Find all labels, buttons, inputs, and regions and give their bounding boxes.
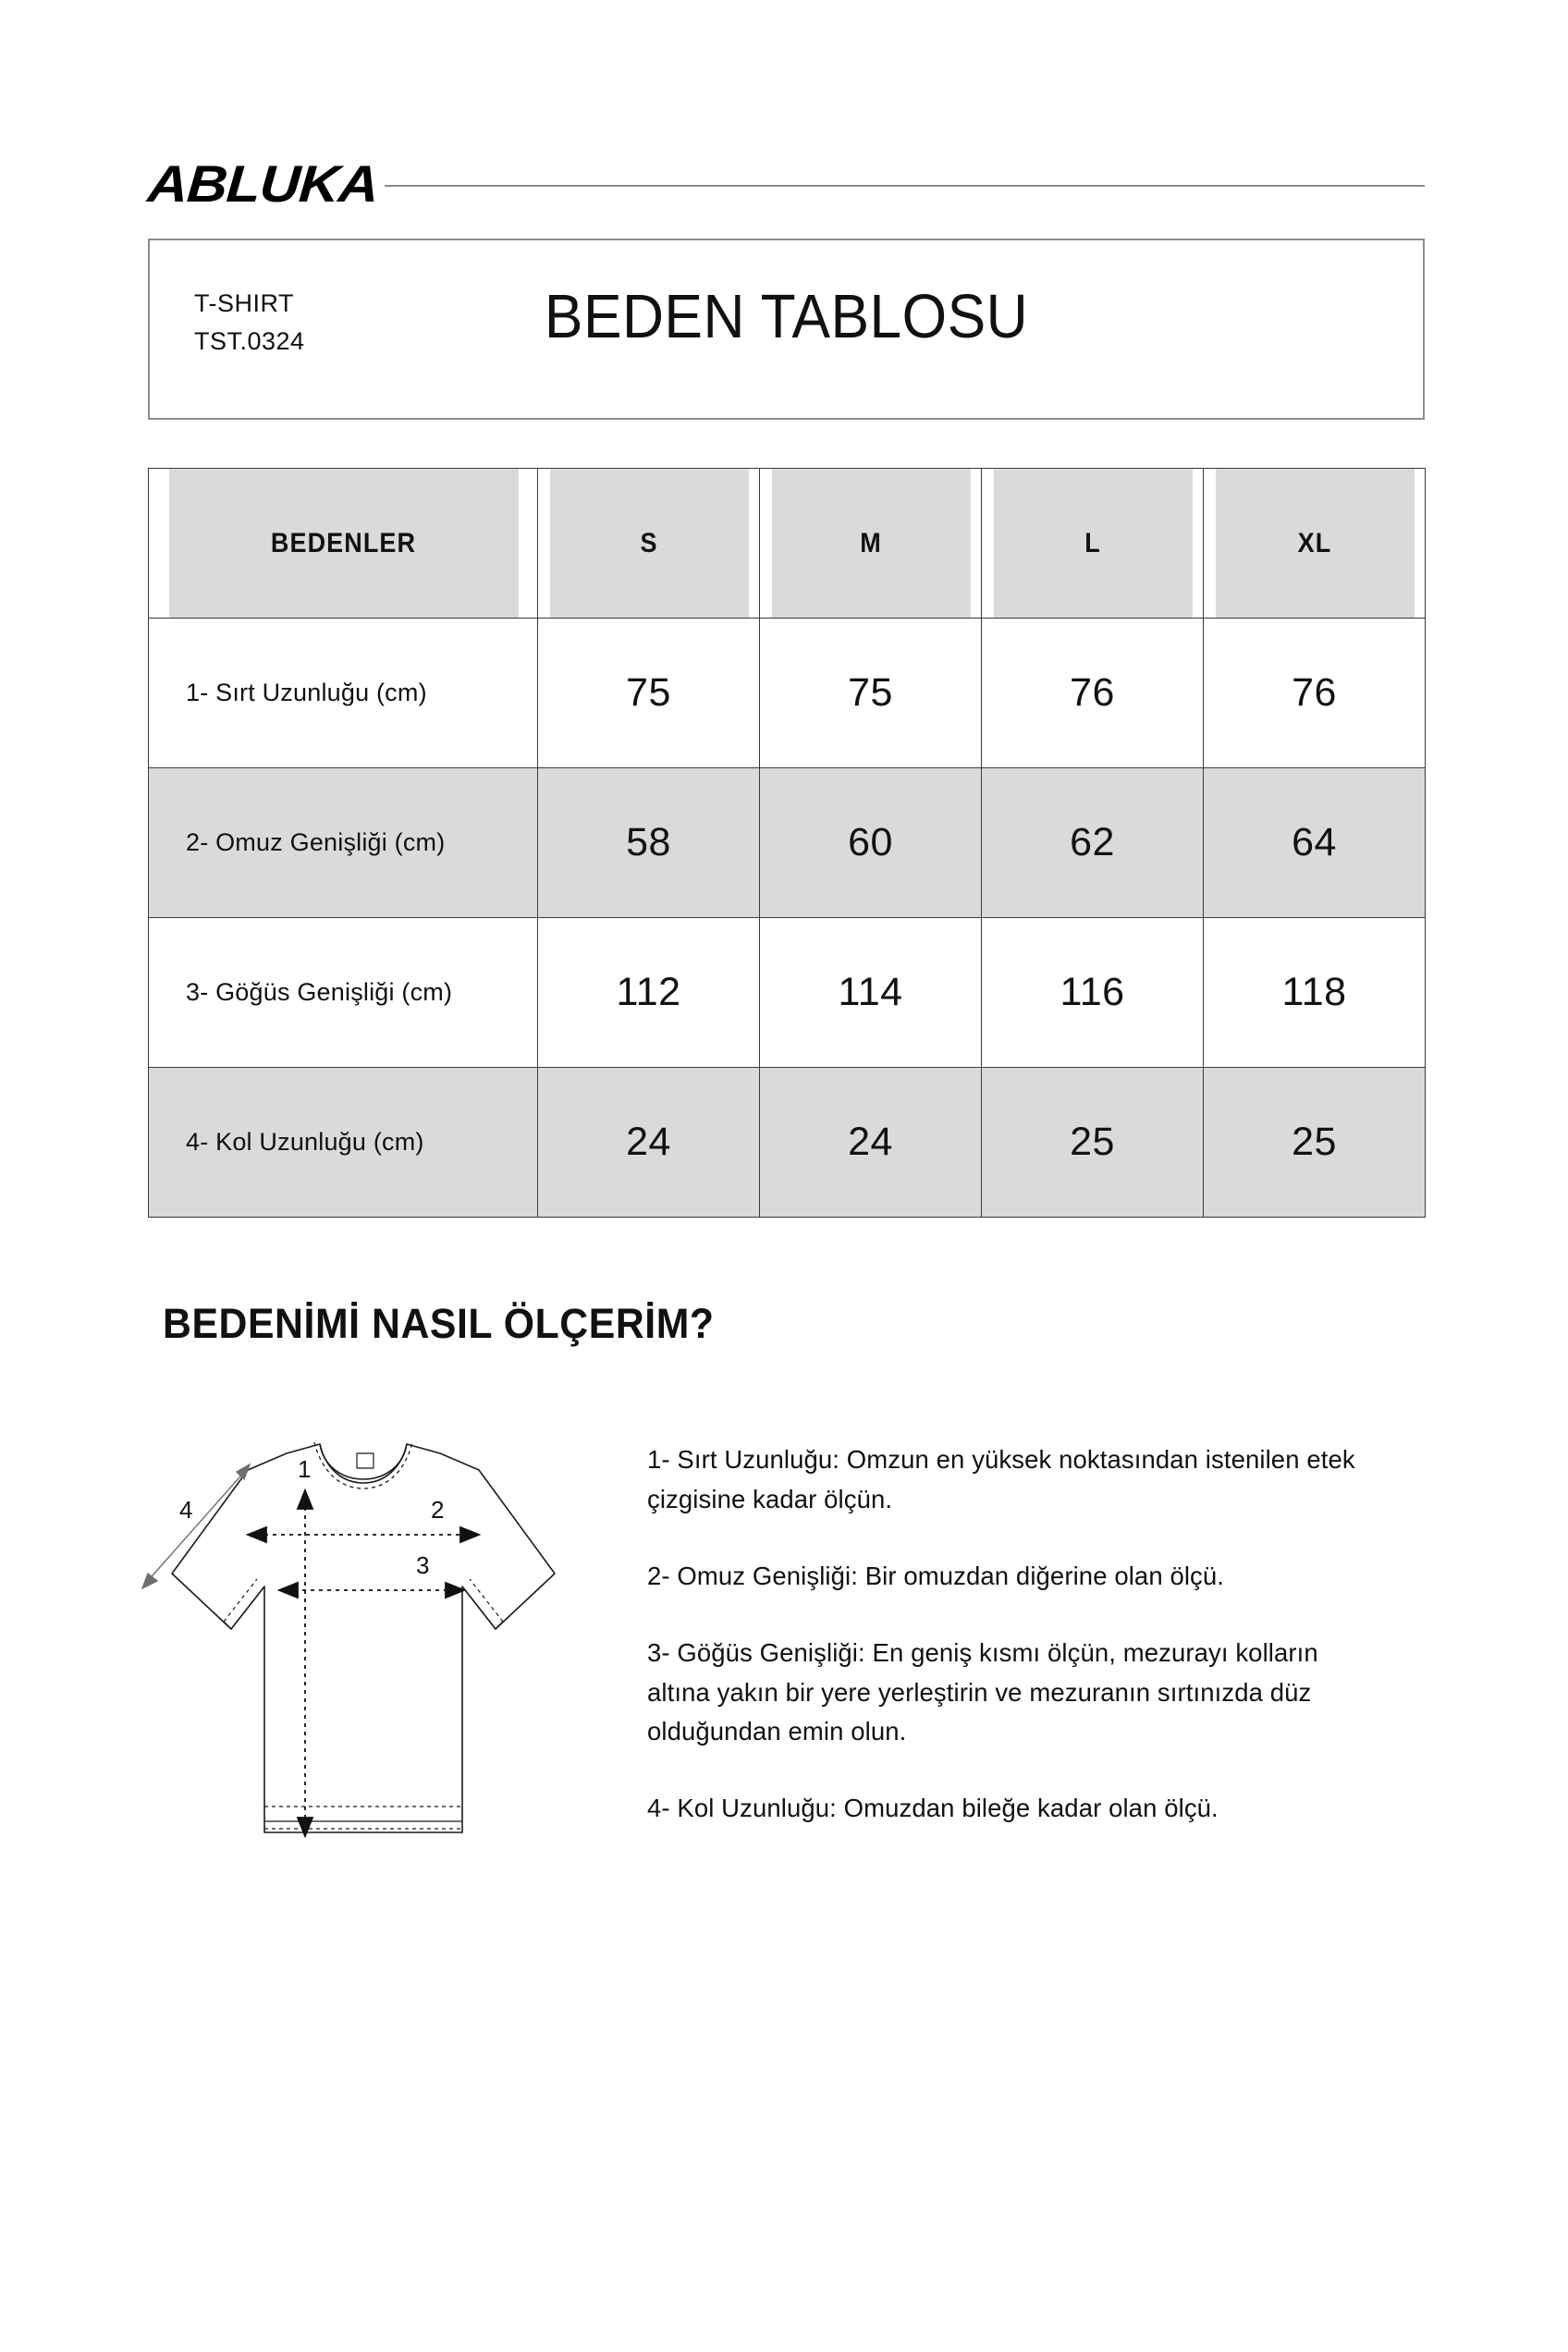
measurement-instructions (647, 1440, 1387, 1829)
row-label: 4- Kol Uzunluğu (cm) (149, 1068, 538, 1218)
cell-value: 24 (760, 1068, 982, 1218)
cell-value: 75 (760, 619, 982, 768)
size-table-body (149, 619, 1426, 1218)
diagram-marker-4: 4 (179, 1496, 193, 1524)
cell-value: 114 (760, 918, 982, 1068)
header-divider-rule (385, 185, 1425, 187)
diagram-marker-2: 2 (431, 1496, 445, 1524)
column-header-l: L (993, 469, 1193, 619)
product-type: T-SHIRT (194, 289, 295, 317)
product-code: TST.0324 (194, 327, 305, 356)
size-table (148, 468, 1426, 1218)
cell-value: 118 (1204, 918, 1426, 1068)
row-label: 1- Sırt Uzunluğu (cm) (149, 619, 538, 768)
table-row (149, 768, 1426, 918)
size-table-head (149, 469, 1426, 619)
cell-value: 24 (538, 1068, 760, 1218)
instruction-chest-width: 3- Göğüs Genişliği: En geniş kısmı ölçün, mezurayı kolların altına yakın bir yere yerleştirin ve mezuranın sırtınızda düz olduğundan emin olun. (647, 1637, 1318, 1746)
cell-value: 75 (538, 619, 760, 768)
column-header-m: M (771, 469, 971, 619)
column-header-measurements: BEDENLER (168, 469, 519, 619)
column-header-xl: XL (1215, 469, 1415, 619)
instruction-sleeve-length: 4- Kol Uzunluğu: Omuzdan bileğe kadar olan ölçü. (647, 1794, 1219, 1823)
brand-row (145, 154, 1425, 213)
cell-value: 25 (982, 1068, 1204, 1218)
cell-value: 58 (538, 768, 760, 918)
cell-value: 116 (982, 918, 1204, 1068)
row-label: 2- Omuz Genişliği (cm) (149, 768, 538, 918)
cell-value: 62 (982, 768, 1204, 918)
instruction-back-length: 1- Sırt Uzunluğu: Omzun en yüksek noktasından istenilen etek çizgisine kadar ölçün. (647, 1445, 1355, 1513)
tshirt-measurement-diagram (139, 1415, 601, 1877)
table-row (149, 619, 1426, 768)
header-box (148, 239, 1425, 420)
cell-value: 60 (760, 768, 982, 918)
table-row (149, 918, 1426, 1068)
diagram-marker-3: 3 (416, 1551, 430, 1579)
abluka-logo: ABLUKA (145, 154, 381, 213)
column-header-s: S (549, 469, 749, 619)
diagram-marker-1: 1 (298, 1455, 312, 1483)
page-title: BEDEN TABLOSU (544, 282, 1029, 351)
cell-value: 64 (1204, 768, 1426, 918)
table-header-row (149, 469, 1426, 619)
row-label: 3- Göğüs Genişliği (cm) (149, 918, 538, 1068)
cell-value: 25 (1204, 1068, 1426, 1218)
table-row (149, 1068, 1426, 1218)
cell-value: 76 (1204, 619, 1426, 768)
cell-value: 76 (982, 619, 1204, 768)
cell-value: 112 (538, 918, 760, 1068)
howto-heading: BEDENİMİ NASIL ÖLÇERİM? (163, 1300, 715, 1347)
instruction-shoulder-width: 2- Omuz Genişliği: Bir omuzdan diğerine olan ölçü. (647, 1561, 1225, 1590)
